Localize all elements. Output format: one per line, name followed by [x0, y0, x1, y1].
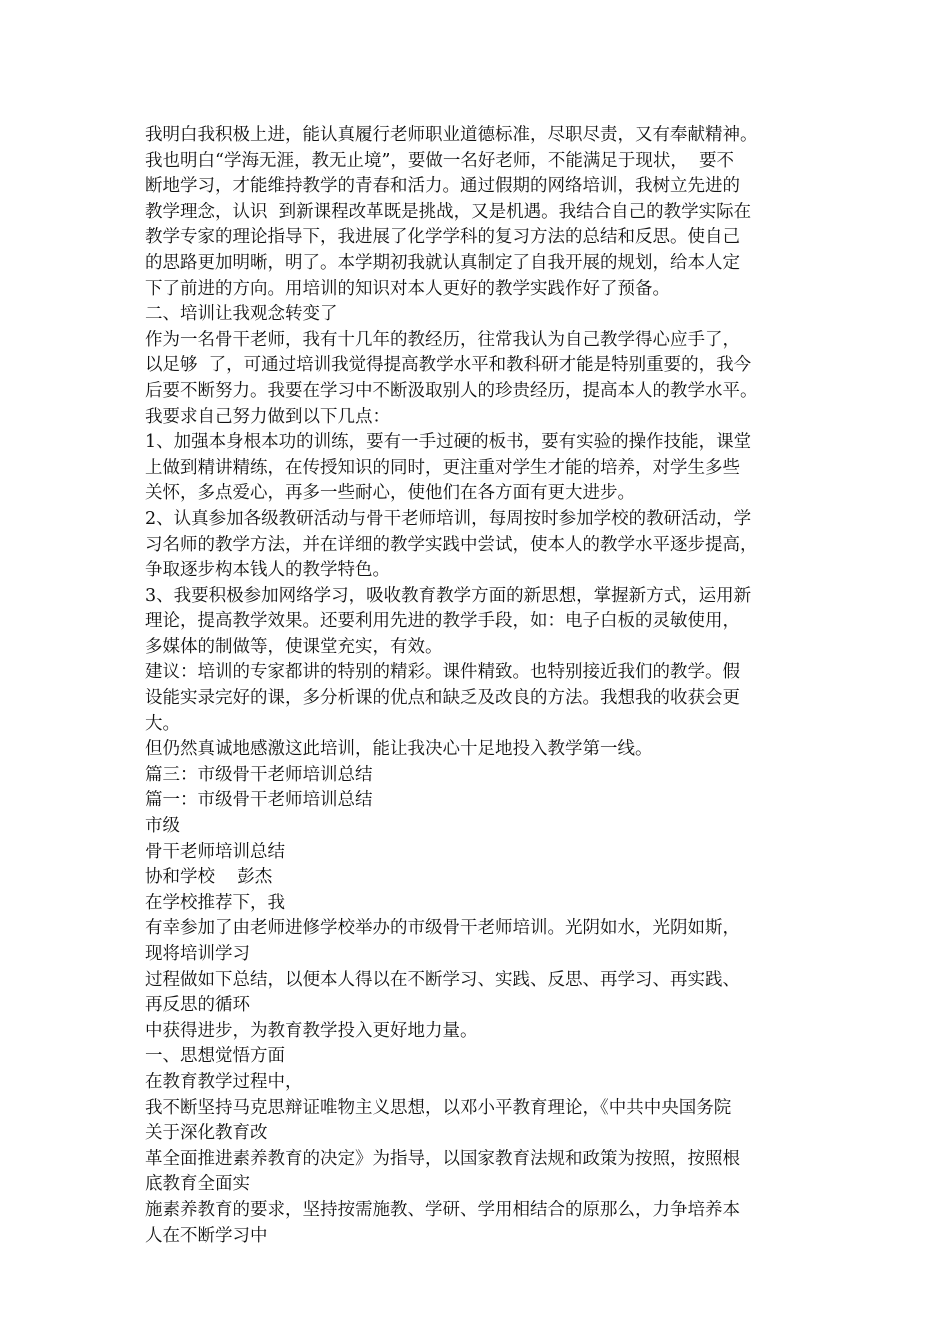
list-item-line: 多媒体的制做等，使课堂充实，有效。 — [145, 636, 443, 657]
text-line: 我要求自己努力做到以下几点： — [145, 406, 390, 427]
text-line: 再反思的循环 — [145, 995, 250, 1016]
author-line: 协和学校 彭杰 — [145, 867, 273, 888]
text-line: 我明白我积极上进，能认真履行老师职业道德标准，尽职尽责，又有奉献精神。 — [145, 125, 758, 145]
text-line: 大。 — [145, 713, 180, 734]
section-heading: 二、培训让我观念转变了 — [145, 304, 338, 325]
text-line: 教学专家的理论指导下，我进展了化学学科的复习方法的总结和反思。使自己 — [145, 227, 740, 248]
text-line: 在学校推荐下，我 — [145, 892, 285, 913]
list-item-line: 理论，提高教学效果。还要利用先进的教学手段，如：电子白板的灵敏使用， — [145, 611, 740, 632]
text-line: 现将培训学习 — [145, 944, 250, 964]
text-line: 的思路更加明晰，明了。本学期初我就认真制定了自我开展的规划，给本人定 — [145, 252, 740, 273]
list-item-line: 习名师的教学方法，并在详细的教学实践中尝试，使本人的教学水平逐步提高， — [145, 534, 758, 555]
text-line: 革全面推进素养教育的决定》为指导，以国家教育法规和政策为按照，按照根 — [145, 1148, 740, 1169]
list-item-line: 1、加强本身根本功的训练，要有一手过硬的板书，要有实验的操作技能，课堂 — [145, 432, 752, 453]
text-line: 中获得进步，为教育教学投入更好地力量。 — [145, 1020, 478, 1041]
text-line: 后要不断努力。我要在学习中不断汲取别人的珍贵经历，提高本人的教学水平。 — [145, 380, 758, 401]
text-line: 人在不断学习中 — [145, 1225, 268, 1246]
list-item-line: 3、我要积极参加网络学习，吸收教育教学方面的新思想，掌握新方式，运用新 — [145, 585, 752, 606]
text-line: 下了前进的方向。用培训的知识对本人更好的教学实践作好了预备。 — [145, 278, 670, 299]
text-line: 但仍然真诚地感激这此培训，能让我决心十足地投入教学第一线。 — [145, 739, 653, 760]
text-line: 建议：培训的专家都讲的特别的精彩。课件精致。也特别接近我们的教学。假 — [145, 662, 740, 683]
text-line: 我不断坚持马克思辩证唯物主义思想，以邓小平教育理论，《中共中央国务院 — [145, 1097, 732, 1118]
text-line: 施素养教育的要求，坚持按需施教、学研、学用相结合的原那么，力争培养本 — [145, 1199, 740, 1220]
text-line: 作为一名骨干老师，我有十几年的教经历，往常我认为自己教学得心应手了， — [145, 329, 740, 350]
list-item-line: 2、认真参加各级教研活动与骨干老师培训，每周按时参加学校的教研活动，学 — [145, 508, 752, 529]
text-line: 以足够 了，可通过培训我觉得提高教学水平和教科研才能是特别重要的，我今 — [145, 355, 752, 376]
title-line: 市级 — [145, 816, 180, 837]
section-heading: 一、思想觉悟方面 — [145, 1046, 285, 1067]
text-line: 过程做如下总结，以便本人得以在不断学习、实践、反思、再学习、再实践、 — [145, 969, 740, 990]
list-item-line: 上做到精讲精练，在传授知识的同时，更注重对学生才能的培养，对学生多些 — [145, 457, 740, 478]
text-line: 在教育教学过程中， — [145, 1071, 303, 1092]
text-line: 教学理念，认识 到新课程改革既是挑战，又是机遇。我结合自己的教学实际在 — [145, 201, 752, 222]
text-line: 底教育全面实 — [145, 1174, 250, 1195]
text-line: 我也明白“学海无涯，教无止境”，要做一名好老师，不能满足于现状， 要不 — [145, 150, 735, 171]
text-line: 设能实录完好的课，多分析课的优点和缺乏及改良的方法。我想我的收获会更 — [145, 688, 740, 709]
section-heading: 篇一：市级骨干老师培训总结 — [145, 790, 373, 811]
list-item-line: 关怀，多点爱心，再多一些耐心，使他们在各方面有更大进步。 — [145, 483, 635, 504]
text-line: 断地学习，才能维持教学的青春和活力。通过假期的网络培训，我树立先进的 — [145, 176, 740, 197]
text-line: 有幸参加了由老师进修学校举办的市级骨干老师培训。光阴如水，光阴如斯， — [145, 918, 740, 939]
title-line: 骨干老师培训总结 — [145, 841, 285, 862]
list-item-line: 争取逐步构本钱人的教学特色。 — [145, 560, 390, 581]
text-line: 关于深化教育改 — [145, 1123, 268, 1144]
section-heading: 篇三：市级骨干老师培训总结 — [145, 764, 373, 785]
document-body — [145, 123, 815, 1249]
